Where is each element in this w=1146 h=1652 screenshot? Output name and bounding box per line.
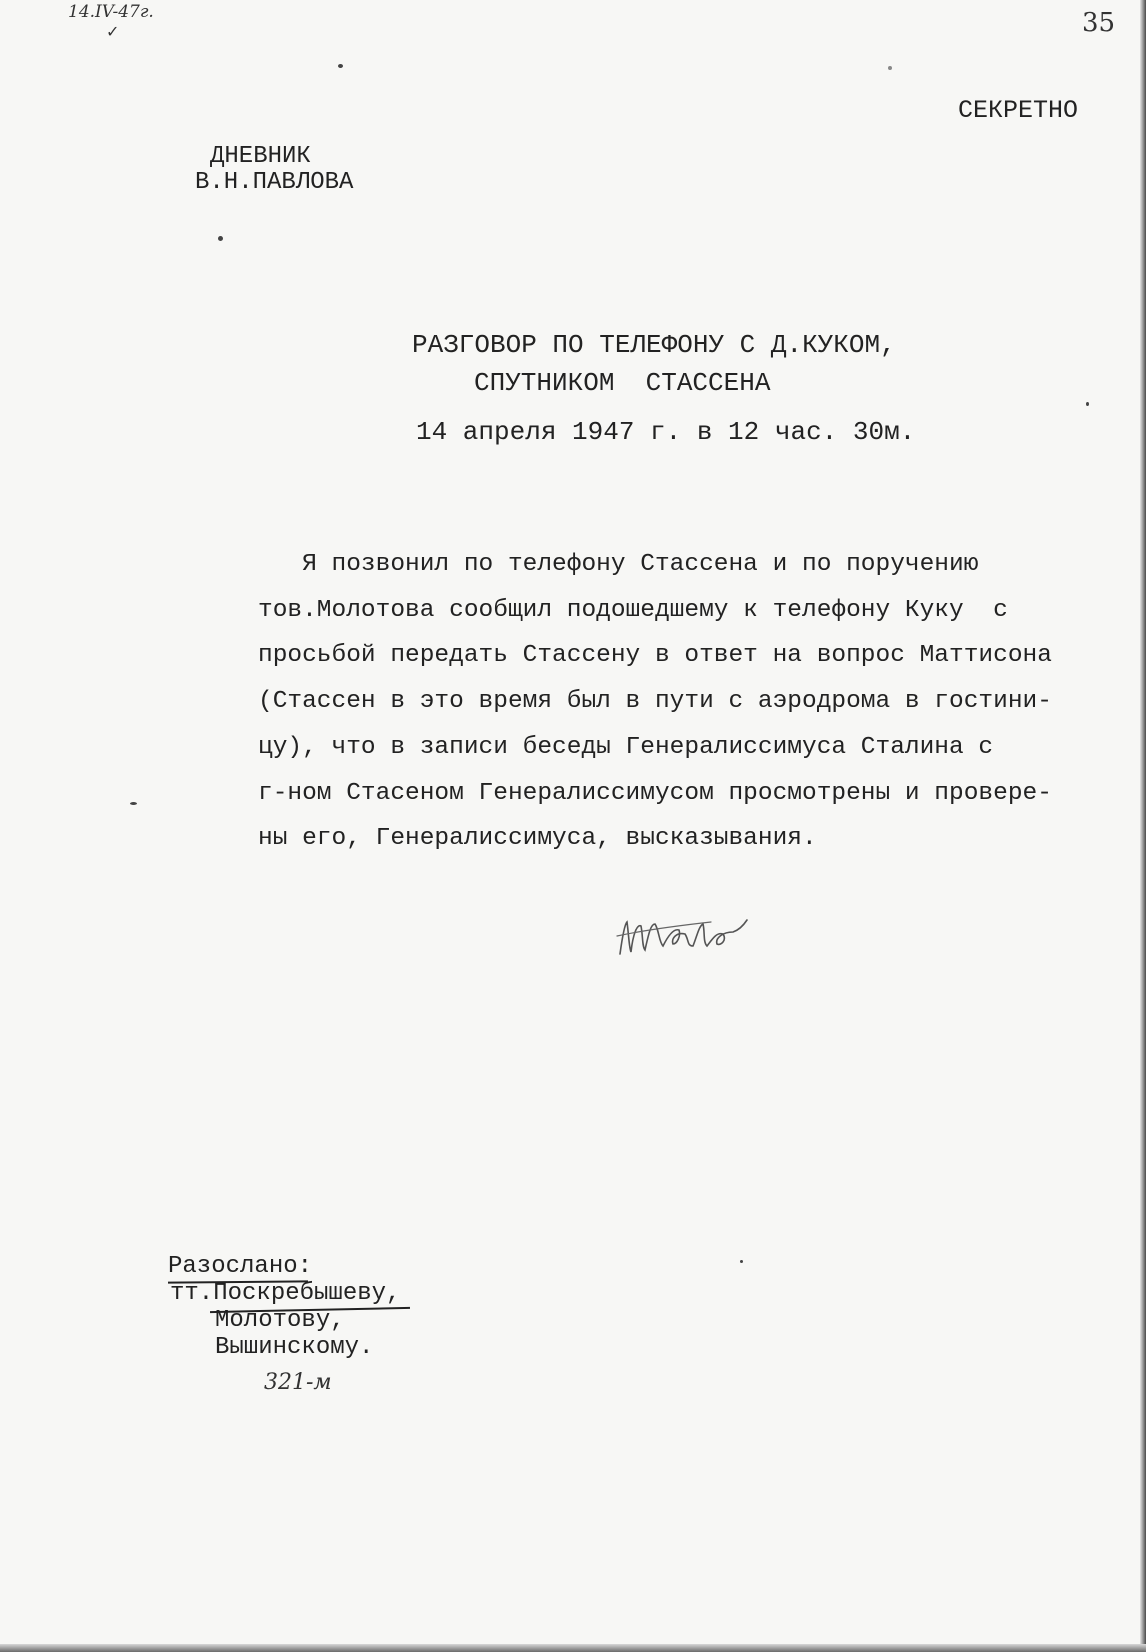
scan-speck — [1086, 402, 1089, 406]
scan-speck — [338, 64, 343, 68]
page-right-edge — [1140, 0, 1146, 1652]
distribution-recipient-2: Молотову, — [215, 1307, 345, 1334]
heading-date: 14 апреля 1947 г. в 12 час. 30м. — [416, 417, 916, 447]
scan-speck — [130, 802, 137, 805]
scan-speck — [740, 1260, 743, 1263]
distribution-recipient-1: тт.Поскребышеву, — [170, 1280, 401, 1307]
signature-icon — [615, 902, 765, 960]
heading-line-2: СПУТНИКОМ СТАССЕНА — [474, 368, 771, 398]
scan-speck — [888, 66, 892, 70]
heading-line-1: РАЗГОВОР ПО ТЕЛЕФОНУ С Д.КУКОМ, — [412, 330, 896, 360]
classification-stamp: СЕКРЕТНО — [958, 96, 1079, 125]
distribution-recipient-3: Вышинскому. — [215, 1334, 374, 1361]
diary-title: ДНЕВНИК — [210, 143, 311, 170]
page-bottom-edge — [0, 1644, 1146, 1652]
body-text: Я позвонил по телефону Стассена и по поручению тов.Молотова сообщил подошедшему к телефону Куку с просьбой передать Стассену в ответ на вопрос Маттисона (Стассен в это время был в пути с аэродрома в гостини- цу), что в записи беседы Генералиссимуса Сталина с г-ном Стасеном Генералиссимусом просмотрены и провере- ны его, Генералиссимуса, высказывания. — [258, 551, 1052, 853]
distribution-label: Разослано: — [168, 1253, 313, 1280]
scan-speck — [218, 236, 223, 241]
diary-author: В.Н.ПАВЛОВА — [195, 169, 354, 196]
registration-number: 321-м — [264, 1370, 332, 1395]
check-mark-icon: ✓ — [106, 22, 120, 41]
page-number: 35 — [1082, 8, 1116, 38]
handwritten-date-note: 14.IV-47г. — [68, 2, 154, 22]
